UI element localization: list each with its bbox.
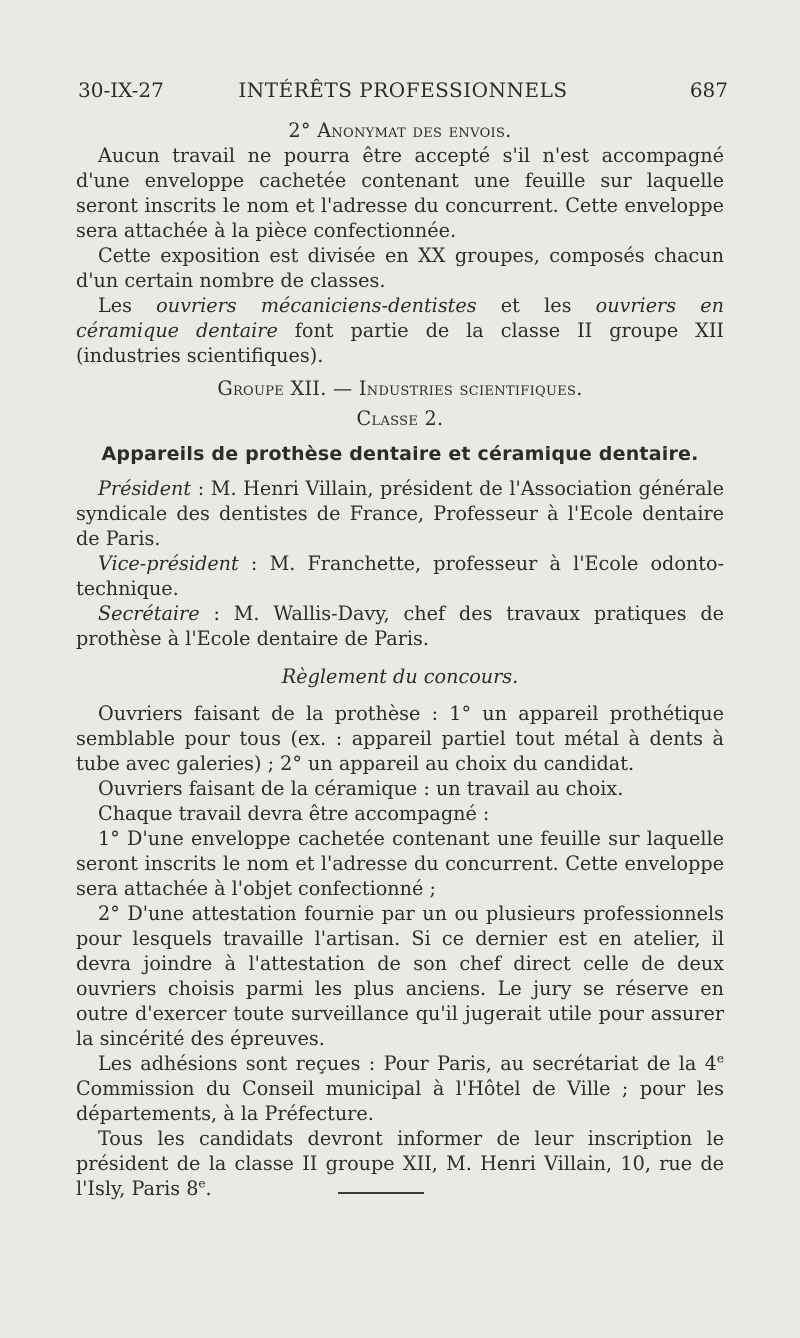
reglement-paragraph-1: Ouvriers faisant de la prothèse : 1° un appareil prothétique semblable pour tous (ex. : appareil partiel tout métal à dents à tube avec galeries) ; 2° un appareil au choix du candidat. <box>76 702 724 775</box>
groupe-heading: Groupe XII. — Industries scientifiques. <box>217 377 583 400</box>
p3-text-b: et les <box>476 294 596 317</box>
p7-text-a: Tous les candidats devront informer de leur inscription le président de la classe II groupe XII, M. Henri Villain, 10, rue de l'Isly, Paris 8 <box>76 1127 724 1200</box>
anonymat-paragraph-2: Cette exposition est divisée en XX groupes, composés chacun d'un certain nombre de classes. <box>76 244 724 292</box>
p3-text-a: Les <box>98 294 157 317</box>
closing-rule <box>338 1192 424 1194</box>
reglement-paragraph-2: Ouvriers faisant de la céramique : un travail au choix. <box>98 777 624 800</box>
p7-text-b: . <box>205 1177 212 1200</box>
officer-text: : M. Wallis-Davy, chef des travaux pratiques de prothèse à l'Ecole dentaire de Paris. <box>76 602 724 650</box>
p6-text-a: Les adhésions sont reçues : Pour Paris, au secrétariat de la 4 <box>98 1052 717 1075</box>
p3-text-c: font partie de la classe II groupe XII (industries scientifiques). <box>76 319 724 367</box>
p7-superscript: e <box>198 1176 206 1191</box>
reglement-heading: Règlement du concours. <box>281 665 519 688</box>
header-date: 30-IX-27 <box>78 78 164 102</box>
reglement-paragraph-6 <box>76 1051 724 1126</box>
p6-superscript: e <box>716 1051 724 1066</box>
officer-president <box>76 476 724 551</box>
page-number: 687 <box>689 78 728 102</box>
officer-role: Vice-président <box>98 552 239 575</box>
anonymat-paragraph-3 <box>76 293 724 368</box>
classe-heading: Classe 2. <box>356 407 444 430</box>
reglement-paragraph-4: 1° D'une enveloppe cachetée contenant une feuille sur laquelle seront inscrits le nom et l'adresse du concurrent. Cette enveloppe sera attachée à l'objet confectionné ; <box>76 827 724 900</box>
officer-vice-president <box>76 551 724 601</box>
anonymat-paragraph-1: Aucun travail ne pourra être accepté s'il n'est accompagné d'une enveloppe cachetée contenant une feuille sur laquelle seront inscrits le nom et l'adresse du concurrent. Cette enveloppe sera attachée à la pièce confectionnée. <box>76 144 724 242</box>
officer-role: Secrétaire <box>98 602 200 625</box>
article-body <box>76 118 724 1201</box>
main-title: Appareils de prothèse dentaire et céramique dentaire. <box>101 443 699 465</box>
officer-secretary <box>76 601 724 651</box>
officer-text: : M. Franchette, professeur à l'Ecole odonto-technique. <box>76 552 724 600</box>
header-title: INTÉRÊTS PROFESSIONNELS <box>238 78 568 102</box>
p3-italic-a: ouvriers mécaniciens-dentistes <box>156 294 477 317</box>
anonymat-heading: 2° Anonymat des envois. <box>288 119 512 142</box>
p6-text-b: Commission du Conseil municipal à l'Hôtel de Ville ; pour les départements, à la Préfecture. <box>76 1077 724 1125</box>
officer-text: : M. Henri Villain, président de l'Association générale syndicale des dentistes de France, Professeur à l'Ecole dentaire de Paris. <box>76 477 724 550</box>
officer-role: Président <box>98 477 192 500</box>
reglement-paragraph-3: Chaque travail devra être accompagné : <box>98 802 490 825</box>
reglement-paragraph-5: 2° D'une attestation fournie par un ou plusieurs professionnels pour lesquels travaille l'artisan. Si ce dernier est en atelier, il devra joindre à l'attestation de son chef direct celle de deux ouvriers choisis parmi les plus anciens. Le jury se réserve en outre d'exercer toute surveillance qu'il jugerait utile pour assurer la sincérité des épreuves. <box>76 902 724 1050</box>
reglement-paragraph-7 <box>76 1126 724 1201</box>
running-header <box>78 78 728 108</box>
p3-italic-b: ouvriers en céramique dentaire <box>76 294 725 342</box>
